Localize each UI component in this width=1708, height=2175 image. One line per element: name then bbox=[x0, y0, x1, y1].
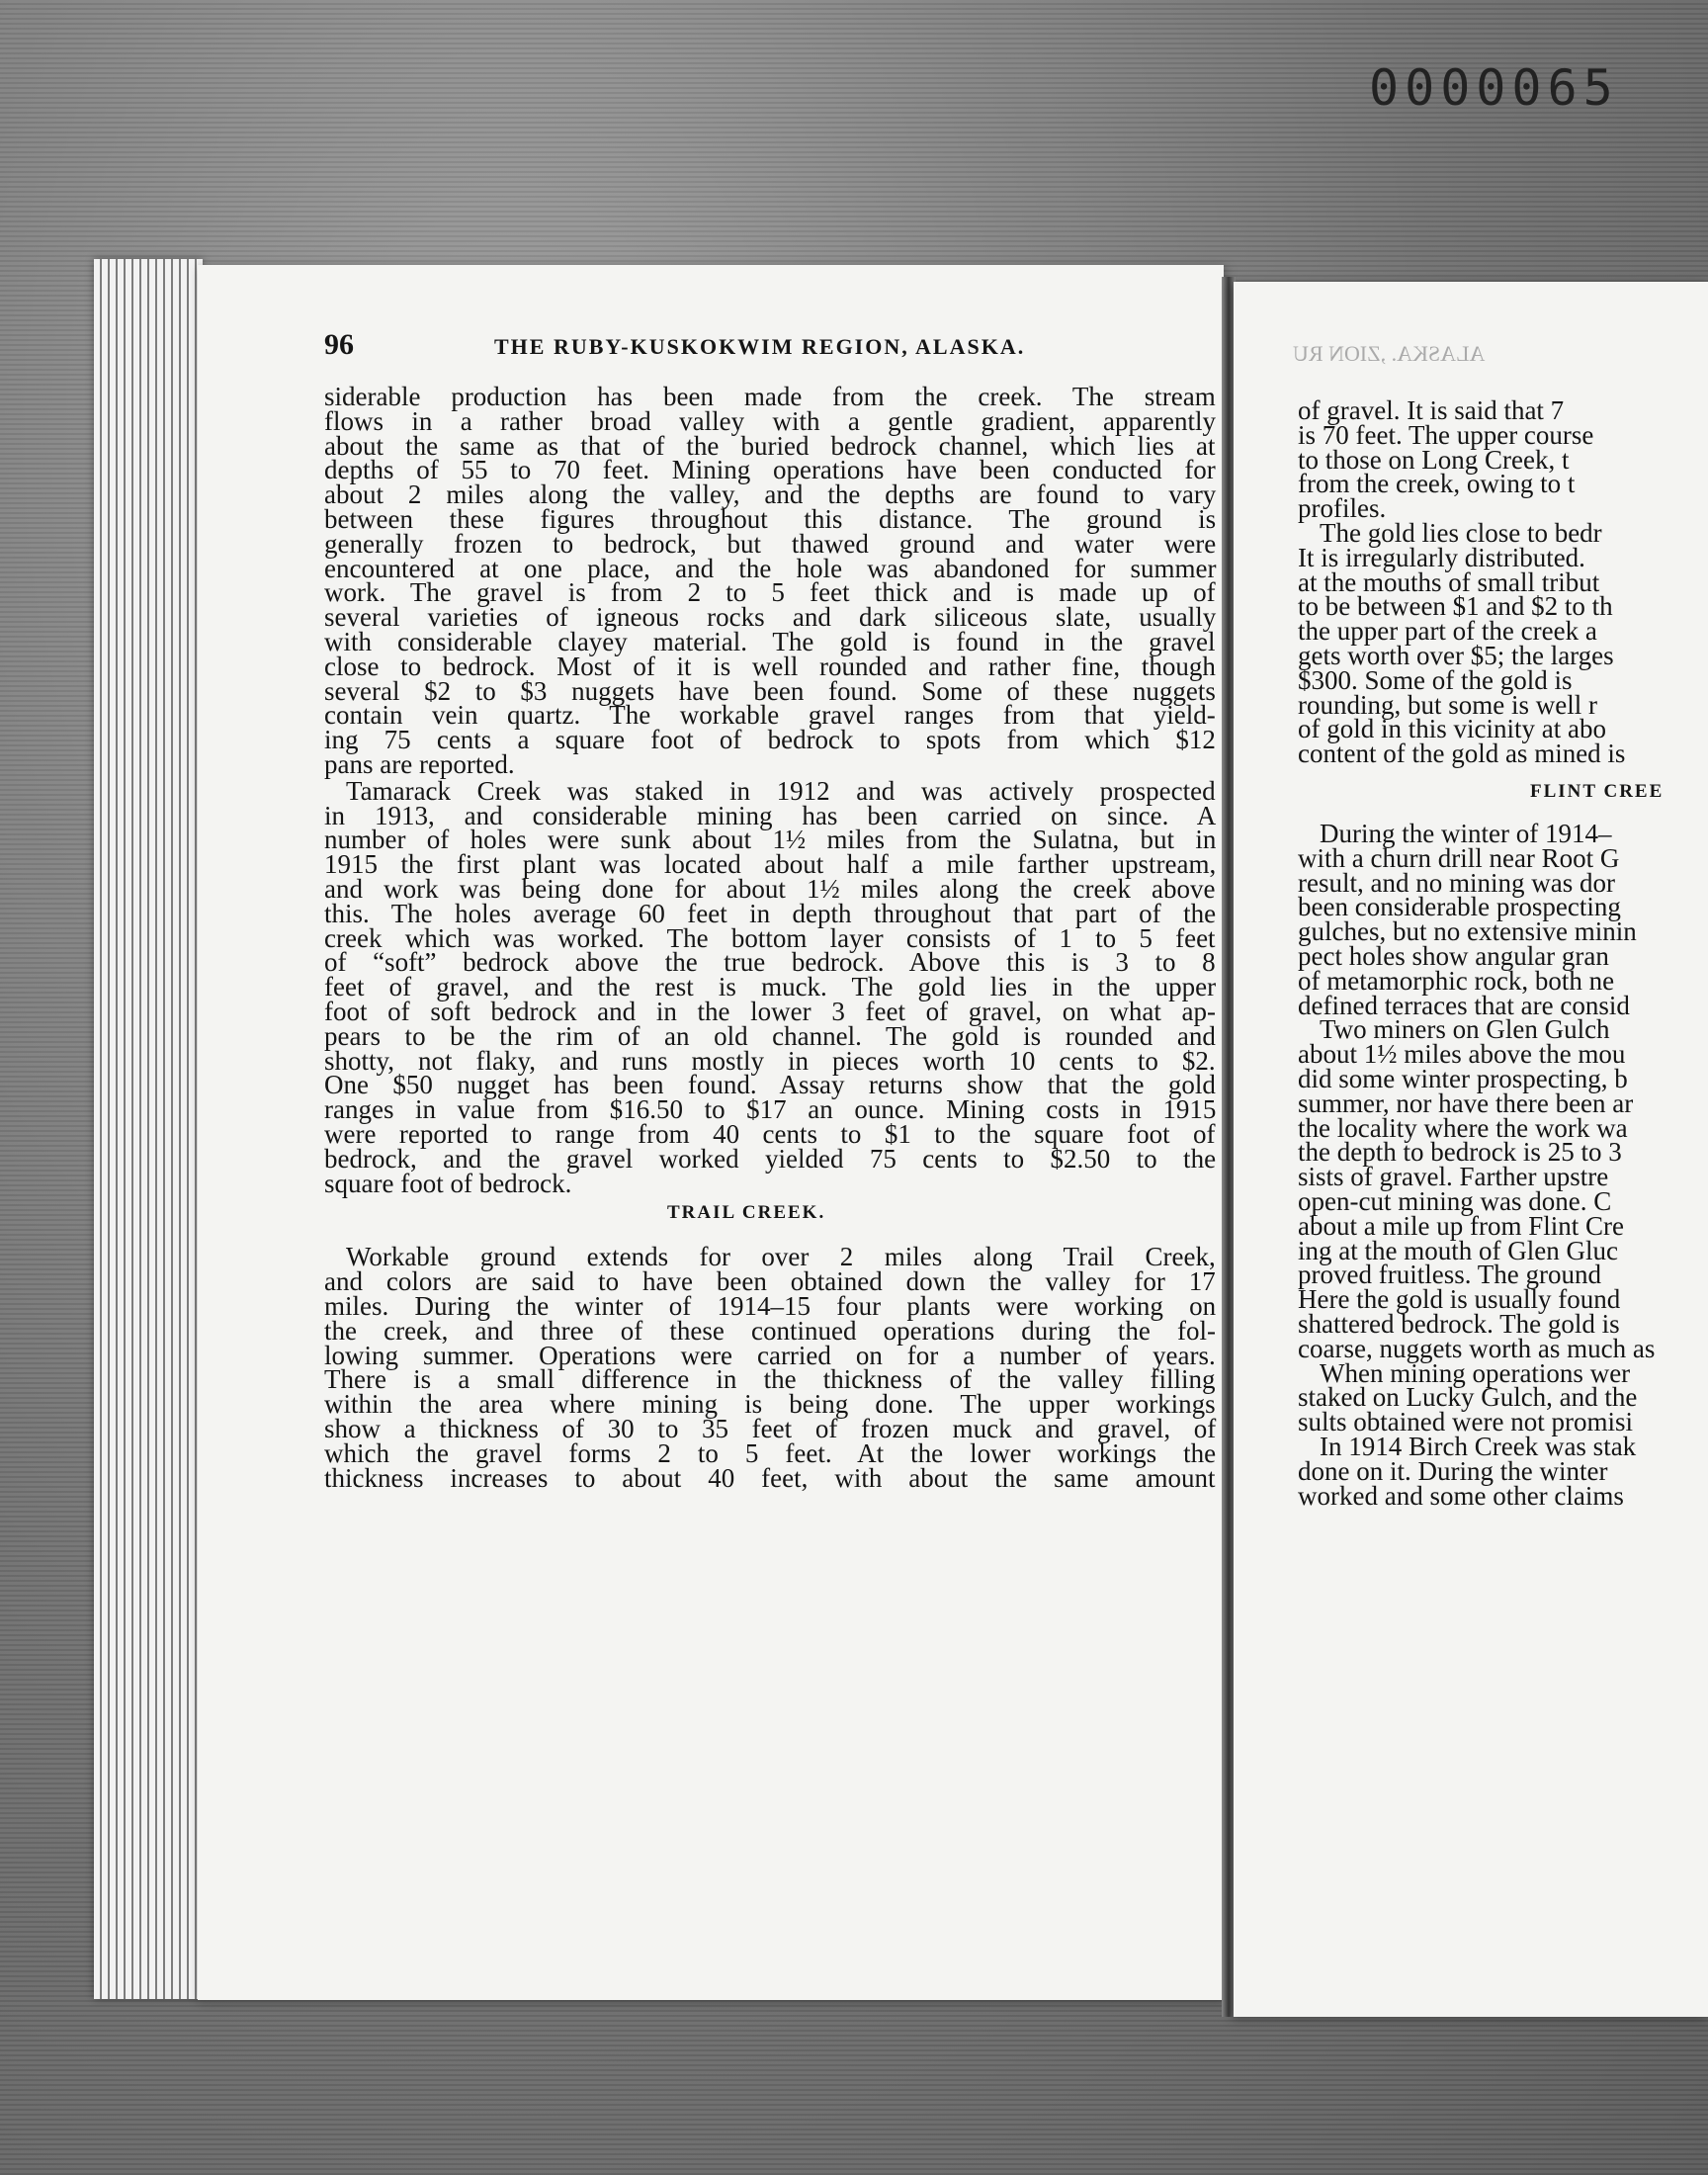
text-line: pect holes show angular gran bbox=[1298, 941, 1609, 971]
text-line: square foot of bedrock. bbox=[324, 1168, 572, 1198]
text-line: about 1½ miles above the mou bbox=[1298, 1039, 1626, 1070]
text-line: between these figures throughout this distance. The ground is bbox=[324, 504, 1217, 534]
text-line: several varieties of igneous rocks and dark siliceous slate, usually bbox=[324, 602, 1217, 633]
text-line: from the creek, owing to t bbox=[1298, 469, 1576, 499]
text-line: foot of soft bedrock and in the lower 3 feet of gravel, on what ap- bbox=[324, 997, 1217, 1026]
text-line: of gold in this vicinity at abo bbox=[1298, 714, 1606, 744]
text-line: bedrock, and the gravel worked yielded 75 cents to $2.50 to the bbox=[324, 1143, 1217, 1174]
text-line: did some winter prospecting, b bbox=[1298, 1064, 1628, 1093]
text-line: gets worth over $5; the larges bbox=[1298, 641, 1614, 670]
text-line: staked on Lucky Gulch, and the bbox=[1298, 1382, 1638, 1413]
text-line: Two miners on Glen Gulch bbox=[1320, 1014, 1610, 1045]
text-line: number of holes were sunk about 1½ miles from the Sulatna, but in bbox=[324, 825, 1217, 855]
text-line: There is a small difference in the thickness of the valley filling bbox=[324, 1364, 1216, 1395]
text-line: with considerable clayey material. The gold is found in the gravel bbox=[324, 627, 1216, 656]
document-stamp-number: 0000065 bbox=[1369, 59, 1619, 117]
text-line: sists of gravel. Farther upstre bbox=[1298, 1162, 1609, 1192]
text-line: lowing summer. Operations were carried on for a number of years. bbox=[324, 1340, 1216, 1370]
section-heading: FLINT CREE bbox=[1530, 781, 1665, 802]
right-page bbox=[1234, 282, 1708, 2017]
text-line: work. The gravel is from 2 to 5 feet thick and is made up of bbox=[324, 577, 1216, 608]
text-line: the locality where the work wa bbox=[1298, 1112, 1628, 1143]
text-line: is 70 feet. The upper course bbox=[1298, 419, 1594, 450]
text-line: shattered bedrock. The gold is bbox=[1298, 1309, 1620, 1339]
text-line: within the area where mining is being done. The upper workings bbox=[324, 1389, 1216, 1420]
text-line: worked and some other claims bbox=[1298, 1480, 1624, 1511]
text-line: flows in a rather broad valley with a gentle gradient, apparently bbox=[324, 405, 1216, 436]
text-line: During the winter of 1914– bbox=[1320, 819, 1612, 848]
text-line: coarse, nuggets worth as much as bbox=[1298, 1333, 1656, 1363]
text-line: pans are reported. bbox=[324, 749, 515, 779]
text-line: It is irregularly distributed. bbox=[1298, 542, 1585, 572]
text-line: summer, nor have there been ar bbox=[1298, 1088, 1634, 1118]
running-head: THE RUBY-KUSKOKWIM REGION, ALASKA. bbox=[494, 334, 1026, 359]
text-line: were reported to range from 40 cents to $1 to the square foot of bbox=[324, 1119, 1216, 1149]
text-line: about a mile up from Flint Cre bbox=[1298, 1210, 1624, 1241]
text-line: and colors are said to have been obtained down the valley for 17 bbox=[324, 1266, 1216, 1297]
text-line: One $50 nugget has been found. Assay returns show that the gold bbox=[324, 1070, 1216, 1100]
text-line: proved fruitless. The ground bbox=[1298, 1260, 1601, 1290]
text-line: the creek, and three of these continued operations during the fol- bbox=[324, 1315, 1216, 1346]
text-line: generally frozen to bedrock, but thawed ground and water were bbox=[324, 528, 1217, 559]
text-line: siderable production has been made from the creek. The stream bbox=[324, 382, 1216, 411]
text-line: several $2 to $3 nuggets have been found. Some of these nuggets bbox=[324, 675, 1216, 706]
text-line: profiles. bbox=[1298, 493, 1387, 524]
text-line: ing 75 cents a square foot of bedrock to spots from which $12 bbox=[324, 725, 1216, 755]
left-page bbox=[198, 265, 1224, 2000]
text-line: thickness increases to about 40 feet, with about the same amount bbox=[324, 1462, 1216, 1493]
text-line: rounding, but some is well r bbox=[1298, 689, 1597, 720]
text-line: of gravel. It is said that 7 bbox=[1298, 395, 1565, 425]
text-line: the upper part of the creek a bbox=[1298, 616, 1597, 647]
text-line: and work was being done for about 1½ miles along the creek above bbox=[324, 874, 1216, 904]
text-line: of metamorphic rock, both ne bbox=[1298, 965, 1615, 996]
text-line: $300. Some of the gold is bbox=[1298, 664, 1573, 695]
text-line: In 1914 Birch Creek was stak bbox=[1320, 1432, 1637, 1461]
book-fore-edge bbox=[94, 259, 203, 1999]
right-running-head: ALASKA. ,ZION RU bbox=[1293, 341, 1486, 366]
text-line: content of the gold as mined is bbox=[1298, 739, 1626, 769]
text-line: with a churn drill near Root G bbox=[1298, 842, 1620, 873]
text-line: feet of gravel, and the rest is muck. The gold lies in the upper bbox=[324, 972, 1217, 1002]
text-line: close to bedrock. Most of it is well rounded and rather fine, though bbox=[324, 651, 1216, 681]
text-line: in 1913, and considerable mining has been carried on since. A bbox=[324, 800, 1217, 830]
text-line: 1915 the first plant was located about half a mile farther upstream, bbox=[324, 849, 1217, 880]
text-line: The gold lies close to bedr bbox=[1320, 518, 1602, 548]
text-line: Workable ground extends for over 2 miles along Trail Creek, bbox=[346, 1242, 1216, 1272]
text-line: about the same as that of the buried bedrock channel, which lies at bbox=[324, 430, 1216, 461]
text-line: to be between $1 and $2 to th bbox=[1298, 591, 1613, 622]
text-line: When mining operations wer bbox=[1320, 1357, 1631, 1388]
text-line: done on it. During the winter bbox=[1298, 1455, 1608, 1486]
text-line: contain vein quartz. The workable gravel ranges from that yield- bbox=[324, 700, 1216, 731]
text-line: to those on Long Creek, t bbox=[1298, 444, 1570, 475]
text-line: sults obtained were not promisi bbox=[1298, 1407, 1633, 1437]
text-line: open-cut mining was done. C bbox=[1298, 1186, 1612, 1216]
text-line: ing at the mouth of Glen Gluc bbox=[1298, 1235, 1618, 1265]
text-line: about 2 miles along the valley, and the depths are found to vary bbox=[324, 479, 1217, 510]
page-number: 96 bbox=[324, 328, 354, 361]
text-line: been considerable prospecting bbox=[1298, 892, 1621, 922]
text-line: result, and no mining was dor bbox=[1298, 867, 1615, 898]
text-line: encountered at one place, and the hole was abandoned for summer bbox=[324, 553, 1217, 583]
text-line: at the mouths of small tribut bbox=[1298, 566, 1600, 597]
text-line: which the gravel forms 2 to 5 feet. At the lower workings the bbox=[324, 1437, 1217, 1468]
text-line: of “soft” bedrock above the true bedrock. Above this is 3 to 8 bbox=[324, 947, 1216, 978]
text-line: creek which was worked. The bottom layer consists of 1 to 5 feet bbox=[324, 922, 1216, 953]
text-line: defined terraces that are consid bbox=[1298, 990, 1630, 1020]
text-line: this. The holes average 60 feet in depth throughout that part of the bbox=[324, 898, 1217, 928]
text-line: Tamarack Creek was staked in 1912 and was actively prospected bbox=[346, 775, 1216, 806]
text-line: show a thickness of 30 to 35 feet of frozen muck and gravel, of bbox=[324, 1414, 1217, 1443]
section-heading: TRAIL CREEK. bbox=[667, 1202, 826, 1224]
text-line: miles. During the winter of 1914–15 four plants were working on bbox=[324, 1291, 1217, 1321]
page-header bbox=[324, 328, 1224, 368]
text-line: pears to be the rim of an old channel. The gold is rounded and bbox=[324, 1020, 1216, 1051]
text-line: ranges in value from $16.50 to $17 an ounce. Mining costs in 1915 bbox=[324, 1094, 1217, 1125]
text-line: shotty, not flaky, and runs mostly in pieces worth 10 cents to $2. bbox=[324, 1045, 1216, 1076]
text-line: the depth to bedrock is 25 to 3 bbox=[1298, 1137, 1622, 1168]
text-line: Here the gold is usually found bbox=[1298, 1284, 1621, 1315]
text-line: gulches, but no extensive minin bbox=[1298, 916, 1637, 947]
text-line: depths of 55 to 70 feet. Mining operations have been conducted for bbox=[324, 455, 1216, 485]
